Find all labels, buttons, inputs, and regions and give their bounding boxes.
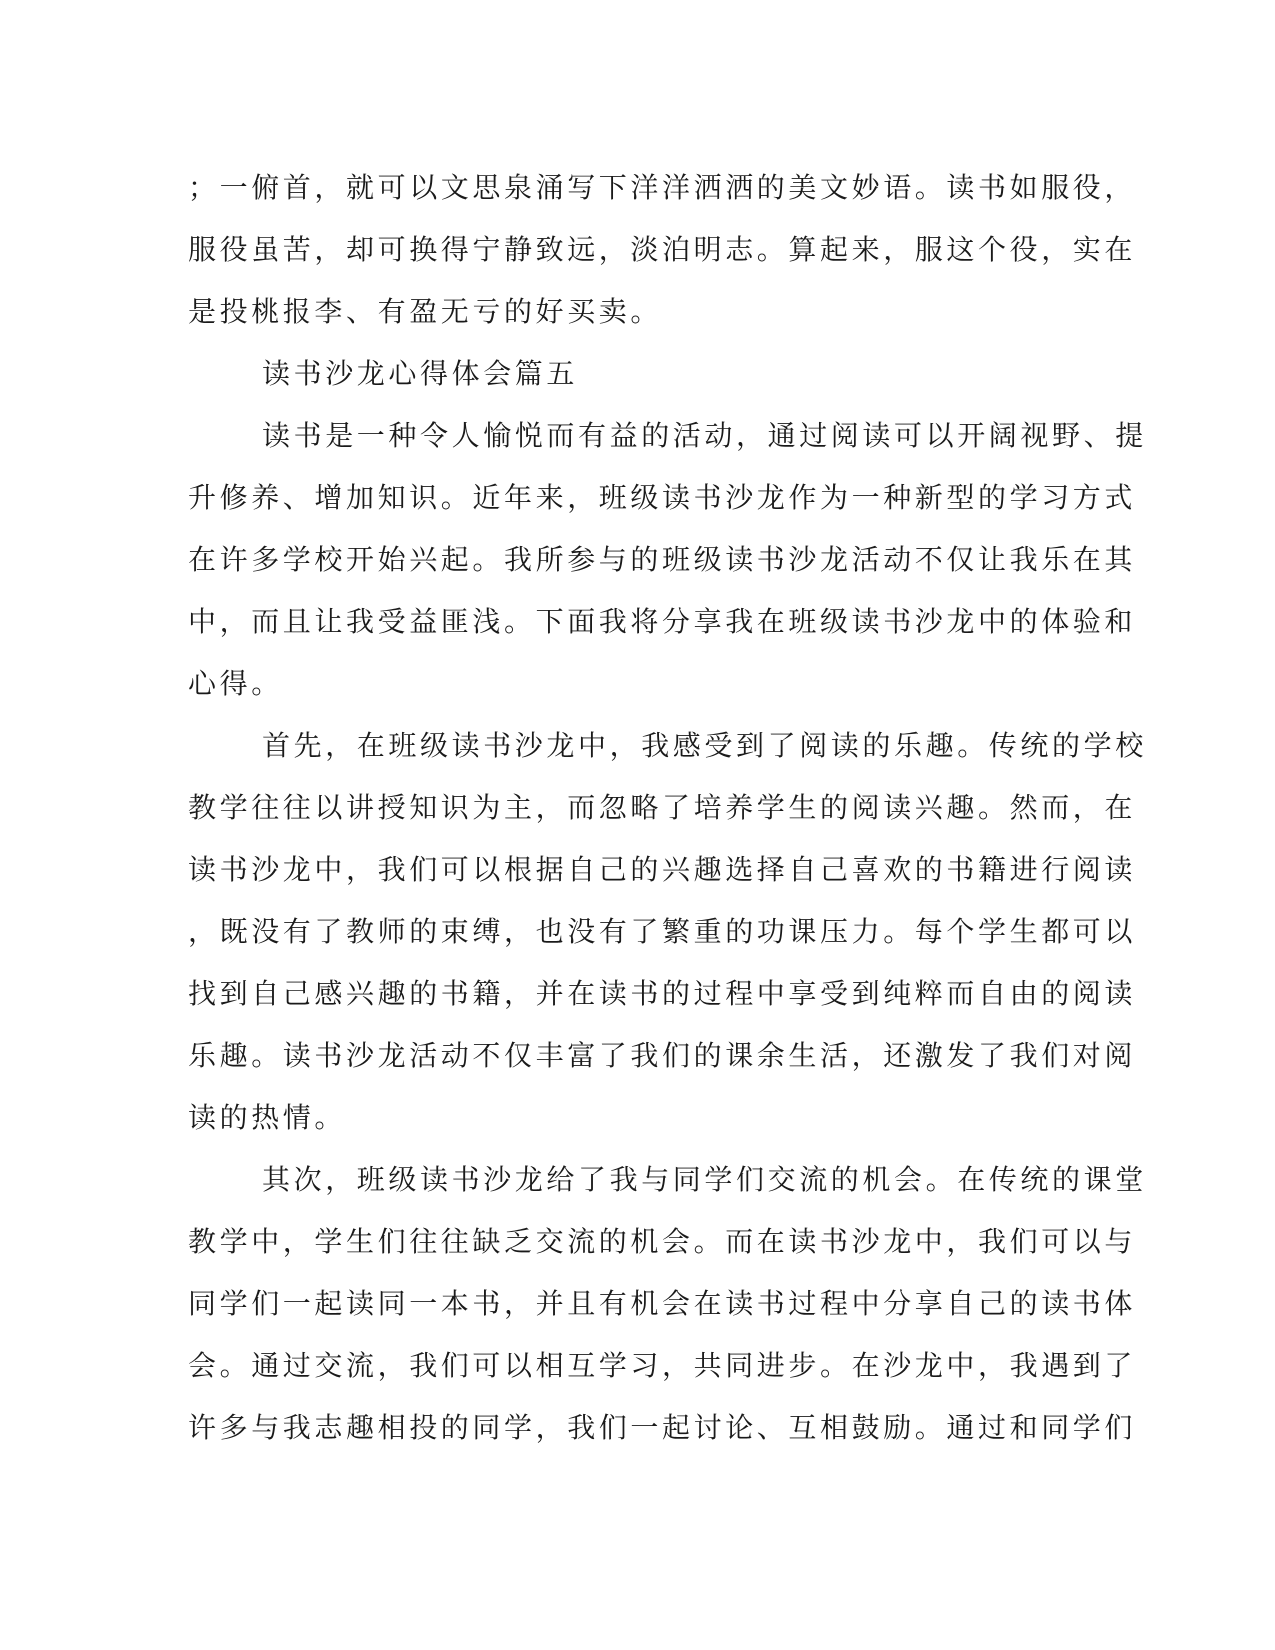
text-line: 会。通过交流，我们可以相互学习，共同进步。在沙龙中，我遇到了 (188, 1349, 1137, 1382)
text-line: 首先，在班级读书沙龙中，我感受到了阅读的乐趣。传统的学校 (262, 729, 1147, 762)
text-line: 教学往往以讲授知识为主，而忽略了培养学生的阅读兴趣。然而，在 (188, 791, 1137, 824)
text-line: 读的热情。 (188, 1101, 347, 1134)
text-line: 同学们一起读同一本书，并且有机会在读书过程中分享自己的读书体 (188, 1287, 1137, 1320)
text-line: 找到自己感兴趣的书籍，并在读书的过程中享受到纯粹而自由的阅读 (188, 977, 1137, 1010)
text-line: 其次，班级读书沙龙给了我与同学们交流的机会。在传统的课堂 (262, 1163, 1147, 1196)
text-line: 升修养、增加知识。近年来，班级读书沙龙作为一种新型的学习方式 (188, 481, 1137, 514)
document-body (188, 157, 1147, 1459)
text-line: 中，而且让我受益匪浅。下面我将分享我在班级读书沙龙中的体验和 (188, 605, 1137, 638)
text-line: 是投桃报李、有盈无亏的好买卖。 (188, 295, 663, 328)
text-line: 读书沙龙中，我们可以根据自己的兴趣选择自己喜欢的书籍进行阅读 (188, 853, 1137, 886)
text-line: 服役虽苦，却可换得宁静致远，淡泊明志。算起来，服这个役，实在 (188, 233, 1137, 266)
text-line: 许多与我志趣相投的同学，我们一起讨论、互相鼓励。通过和同学们 (188, 1411, 1137, 1444)
text-line: 乐趣。读书沙龙活动不仅丰富了我们的课余生活，还激发了我们对阅 (188, 1039, 1137, 1072)
text-line: 读书是一种令人愉悦而有益的活动，通过阅读可以开阔视野、提 (262, 419, 1147, 452)
text-line: 教学中，学生们往往缺乏交流的机会。而在读书沙龙中，我们可以与 (188, 1225, 1137, 1258)
text-line: ，既没有了教师的束缚，也没有了繁重的功课压力。每个学生都可以 (188, 915, 1137, 948)
text-line: ；一俯首，就可以文思泉涌写下洋洋洒洒的美文妙语。读书如服役， (188, 171, 1137, 204)
text-line: 在许多学校开始兴起。我所参与的班级读书沙龙活动不仅让我乐在其 (188, 543, 1137, 576)
section-heading: 读书沙龙心得体会篇五 (262, 357, 579, 390)
text-line: 心得。 (188, 667, 283, 700)
